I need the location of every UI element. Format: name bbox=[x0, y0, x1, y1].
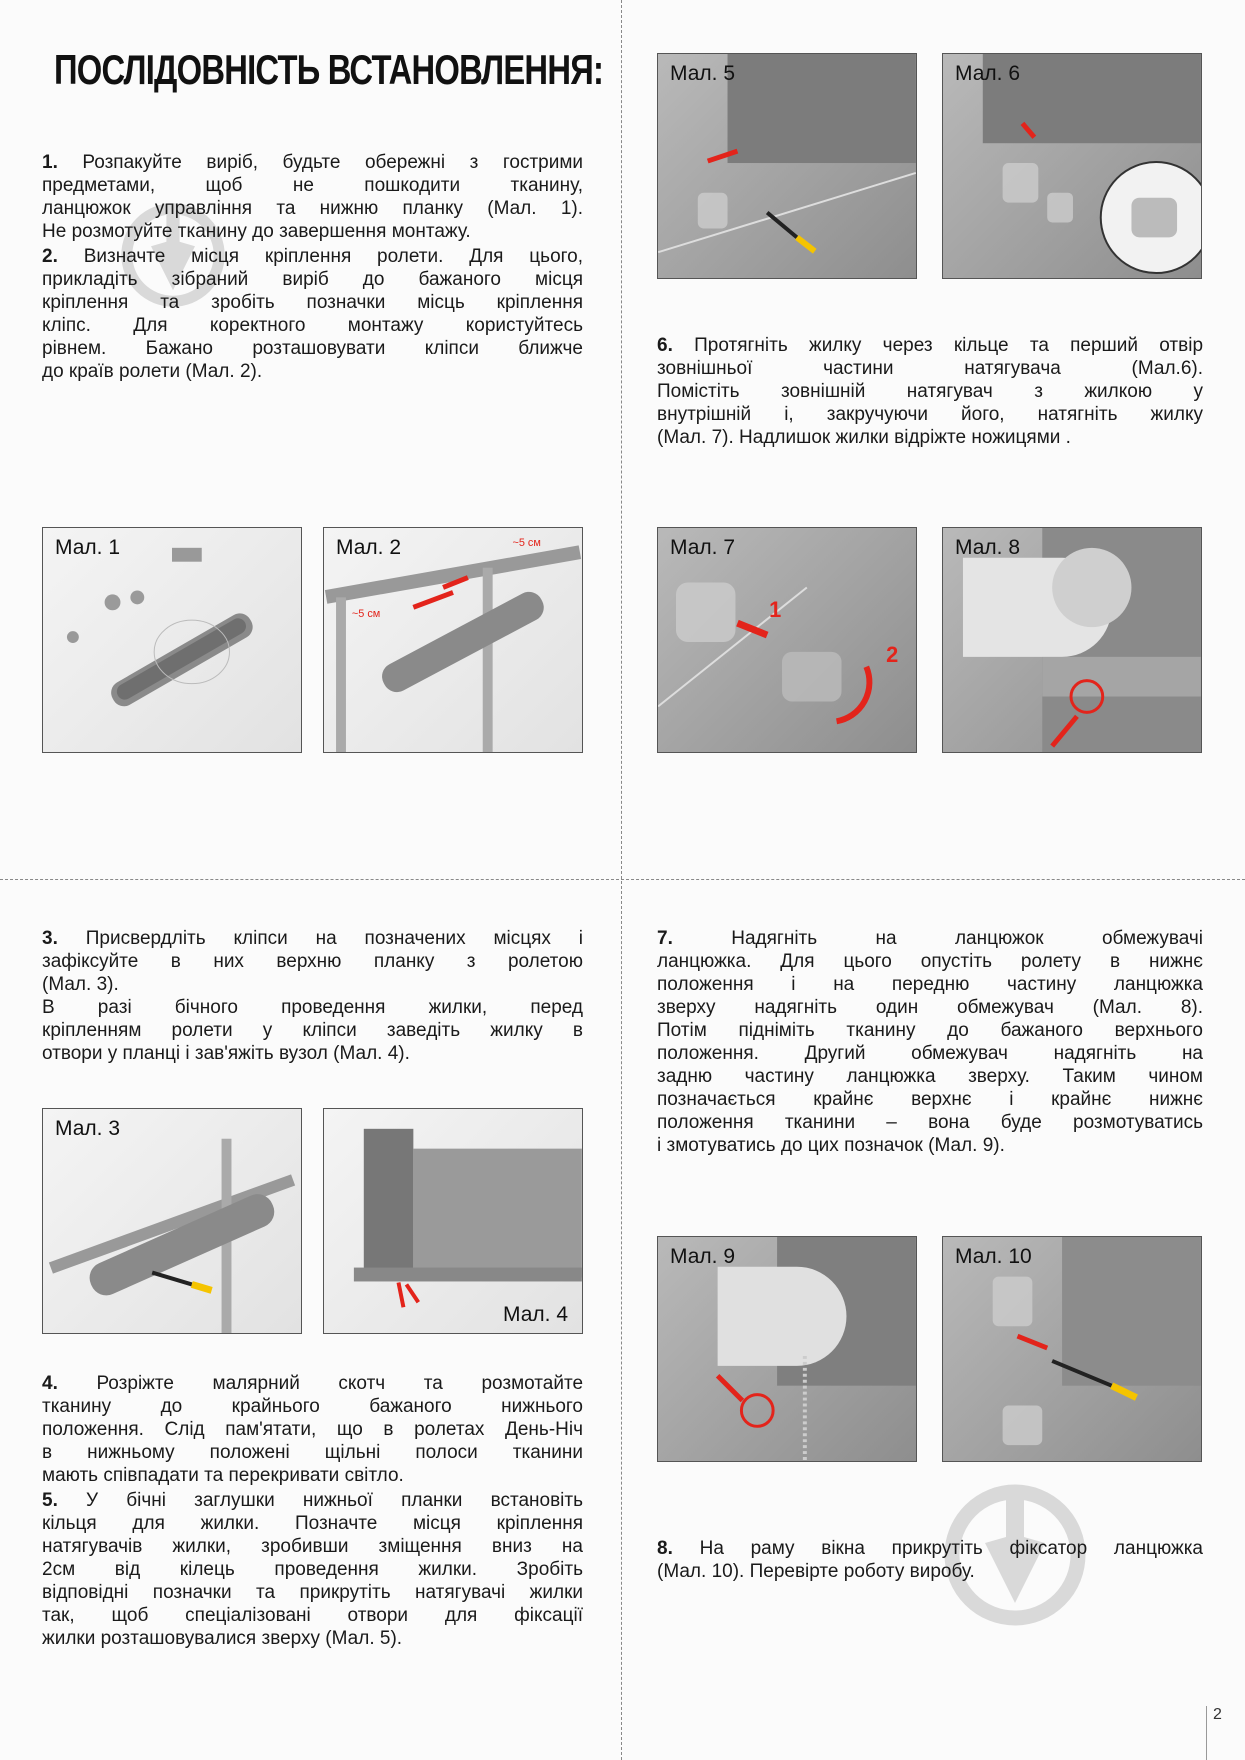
text-line: кріпленням ролети у кліпси заведіть жилку в bbox=[42, 1020, 583, 1041]
text-line: Помістіть зовнішній натягувач з жилкою у bbox=[657, 381, 1203, 402]
figure-label: Мал. 5 bbox=[670, 62, 736, 85]
figure-7-assembly bbox=[657, 527, 917, 753]
step-4-5-text bbox=[42, 1372, 583, 1650]
row-divider bbox=[0, 879, 1245, 880]
text-line: На раму вікна прикрутіть фіксатор ланцюжка bbox=[699, 1538, 1203, 1559]
text-line: В разі бічного проведення жилки, перед bbox=[42, 997, 583, 1018]
text-line: рівнем. Бажано розташовувати кліпси ближче bbox=[42, 338, 583, 359]
figure-2-marking bbox=[323, 527, 583, 753]
step-6-text bbox=[657, 334, 1203, 449]
step-number: 7. bbox=[657, 928, 673, 949]
text-line: кліпс. Для коректного монтажу користуйтесь bbox=[42, 315, 583, 336]
text-line: в нижньому положені щільні полоси тканини bbox=[42, 1442, 583, 1463]
text-line: і змотуватись до цих позначок (Мал. 9). bbox=[657, 1135, 1005, 1156]
text-line: положення і на передню частину ланцюжка bbox=[657, 974, 1203, 995]
text-line: положення. Слід пам'ятати, що в ролетах День-Ніч bbox=[42, 1419, 583, 1440]
figure-label: Мал. 4 bbox=[502, 1303, 568, 1326]
text-line: 2см від кілець проведення жилки. Зробіть bbox=[42, 1559, 583, 1580]
step-number: 6. bbox=[657, 335, 673, 356]
figure-label: Мал. 6 bbox=[955, 62, 1021, 85]
text-line: Розпакуйте виріб, будьте обережні з гострими bbox=[82, 152, 584, 173]
figure-label: Мал. 9 bbox=[670, 1245, 736, 1268]
text-line: зовнішньої частини натягувача (Мал.6). bbox=[657, 358, 1203, 379]
text-line: відповідні позначки та прикрутіть натягувачі жилки bbox=[42, 1582, 583, 1603]
page-number: 2 bbox=[1213, 1706, 1222, 1723]
page-title: ПОСЛІДОВНІСТЬ ВСТАНОВЛЕННЯ: bbox=[54, 46, 604, 93]
text-line: Потім підніміть тканину до бажаного верхнього bbox=[657, 1020, 1203, 1041]
text-line: (Мал. 7). Надлишок жилки відріжте ножицями . bbox=[657, 427, 1071, 448]
figure-8-chain-stopper bbox=[942, 527, 1202, 753]
text-line: ланцюжок управління та нижню планку (Мал. 1). bbox=[42, 198, 583, 219]
figure-9-stopper bbox=[657, 1236, 917, 1462]
step-marker: 2 bbox=[886, 641, 899, 667]
text-line: Надягніть на ланцюжок обмежувачі bbox=[731, 928, 1203, 949]
text-line: предметами, щоб не пошкодити тканину, bbox=[42, 175, 583, 196]
text-line: прикладіть зібраний виріб до бажаного місця bbox=[42, 269, 583, 290]
text-line: (Мал. 10). Перевірте роботу виробу. bbox=[657, 1561, 975, 1582]
step-3-text bbox=[42, 927, 583, 1065]
text-line: зафіксуйте в них верхню планку з ролетою bbox=[42, 951, 583, 972]
text-line: тканину до крайнього бажаного нижнього bbox=[42, 1396, 583, 1417]
text-line: Присвердліть кліпси на позначених місцях і bbox=[85, 928, 584, 949]
text-line: Розріжте малярний скотч та розмотайте bbox=[96, 1373, 584, 1394]
text-line: положення тканини – вона буде розмотуватись bbox=[657, 1112, 1203, 1133]
text-line: до країв ролети (Мал. 2). bbox=[42, 361, 263, 382]
step-marker: 1 bbox=[769, 597, 782, 623]
text-line: позначається крайнє верхнє і крайнє нижнє bbox=[657, 1089, 1203, 1110]
text-line: внутрішній і, закручуючи його, натягніть жилку bbox=[657, 404, 1203, 425]
figure-6-threading bbox=[942, 53, 1202, 279]
text-line: зверху надягніть один обмежувач (Мал. 8). bbox=[657, 997, 1203, 1018]
figure-1-parts bbox=[42, 527, 302, 753]
text-line: жилки розташовувалися зверху (Мал. 5). bbox=[42, 1628, 403, 1649]
figure-5-tensioner bbox=[657, 53, 917, 279]
dimension-label: ~5 см bbox=[351, 608, 381, 621]
text-line: (Мал. 3). bbox=[42, 974, 119, 995]
figure-label: Мал. 10 bbox=[955, 1245, 1032, 1268]
text-line: положення. Другий обмежувач надягніть на bbox=[657, 1043, 1203, 1064]
text-line: мають співпадати та перекривати світло. bbox=[42, 1465, 404, 1486]
text-line: кріплення та зробіть позначки місць кріплення bbox=[42, 292, 583, 313]
step-number: 4. bbox=[42, 1373, 58, 1394]
step-number: 1. bbox=[42, 152, 58, 173]
figure-label: Мал. 2 bbox=[336, 536, 402, 559]
figure-label: Мал. 3 bbox=[55, 1117, 121, 1140]
figure-label: Мал. 7 bbox=[670, 536, 736, 559]
figure-label: Мал. 1 bbox=[55, 536, 121, 559]
dimension-label: ~5 см bbox=[512, 536, 541, 549]
figure-label: Мал. 8 bbox=[955, 536, 1021, 559]
text-line: отвори у планці і зав'яжіть вузол (Мал. 4). bbox=[42, 1043, 410, 1064]
step-number: 5. bbox=[42, 1490, 58, 1511]
text-line: так, щоб спеціалізовані отвори для фіксації bbox=[42, 1605, 583, 1626]
step-7-text bbox=[657, 927, 1203, 1157]
figure-4-side-string bbox=[323, 1108, 583, 1334]
figure-10-chain-fixator bbox=[942, 1236, 1202, 1462]
column-divider bbox=[621, 0, 622, 1760]
step-number: 8. bbox=[657, 1538, 673, 1559]
step-1-2-text bbox=[42, 151, 583, 383]
step-8-text bbox=[657, 1537, 1203, 1583]
text-line: ланцюжка. Для цього опустіть ролету в нижнє bbox=[657, 951, 1203, 972]
text-line: Визначте місця кріплення ролети. Для цього, bbox=[83, 246, 584, 267]
text-line: кільця для жилки. Позначте місця кріплення bbox=[42, 1513, 583, 1534]
page-number-divider bbox=[1206, 1706, 1207, 1760]
text-line: задню частину ланцюжка зверху. Таким чином bbox=[657, 1066, 1203, 1087]
step-number: 3. bbox=[42, 928, 58, 949]
text-line: Протягніть жилку через кільце та перший отвір bbox=[694, 335, 1204, 356]
text-line: натягувачів жилки, зробивши зміщення вниз на bbox=[42, 1536, 583, 1557]
figure-3-mounting bbox=[42, 1108, 302, 1334]
step-number: 2. bbox=[42, 246, 58, 267]
text-line: Не розмотуйте тканину до завершення монтажу. bbox=[42, 221, 471, 242]
text-line: У бічні заглушки нижньої планки встановіть bbox=[86, 1490, 583, 1511]
